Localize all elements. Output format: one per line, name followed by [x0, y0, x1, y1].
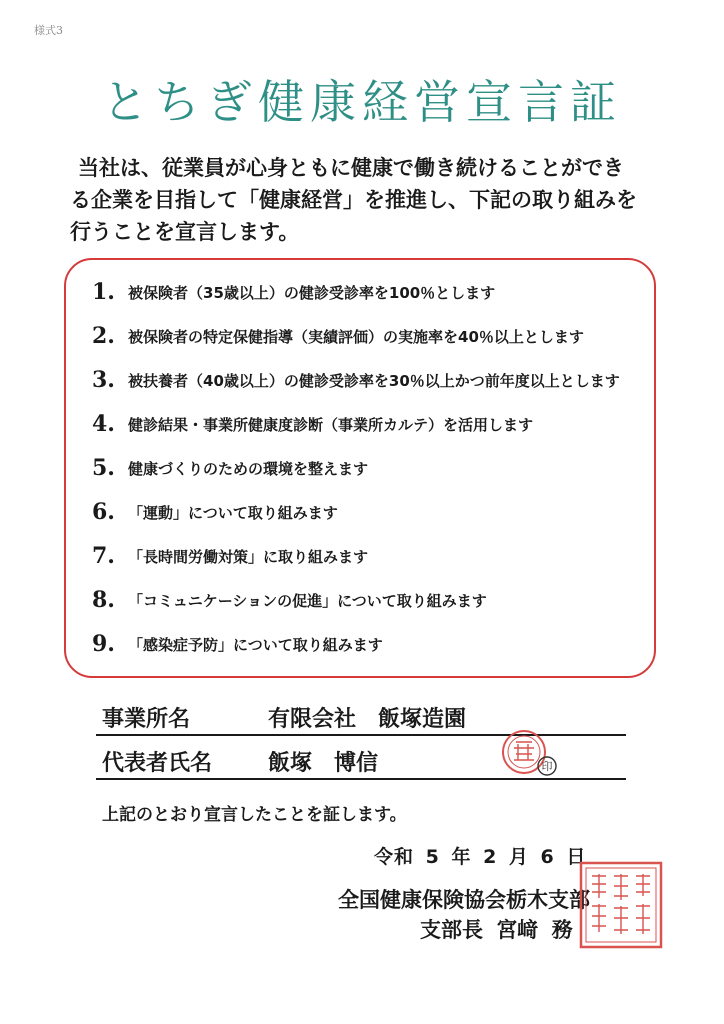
issuer-chief: 支部長 宮﨑 務	[420, 918, 573, 942]
intro-line: 行うことを宣言します。	[70, 220, 300, 244]
list-item	[92, 362, 620, 398]
list-item	[92, 318, 584, 354]
item-number: 4.	[92, 411, 115, 437]
seal-mark-text: 印	[541, 760, 553, 773]
item-number: 3.	[92, 367, 115, 393]
item-text: 被扶養者（40歳以上）の健診受診率を30％以上かつ前年度以上とします	[128, 371, 620, 390]
item-text: 「運動」について取り組みます	[128, 503, 338, 522]
item-text: 「感染症予防」について取り組みます	[128, 635, 383, 654]
representative-name: 飯塚 博信	[268, 751, 379, 776]
intro-line: る企業を目指して「健康経営」を推進し、下記の取り組みを	[70, 188, 637, 212]
item-number: 8.	[92, 587, 115, 613]
representative-label: 代表者氏名	[102, 751, 213, 776]
item-text: 被保険者の特定保健指導（実績評価）の実施率を40％以上とします	[128, 327, 584, 346]
item-text: 「長時間労働対策」に取り組みます	[128, 547, 369, 566]
company-label: 事業所名	[102, 707, 191, 732]
item-number: 7.	[92, 543, 115, 569]
list-item	[92, 582, 487, 618]
item-number: 2.	[92, 323, 115, 349]
commitment-list	[64, 258, 656, 678]
document-title: とちぎ健康経営宣言証	[102, 75, 622, 129]
list-item	[92, 450, 368, 486]
issuer-organization: 全国健康保険協会栃木支部	[338, 888, 590, 912]
company-name: 有限会社 飯塚造園	[268, 707, 467, 732]
official-seal-icon	[578, 860, 664, 950]
item-text: 被保険者（35歳以上）の健診受診率を100％とします	[128, 283, 496, 302]
intro-paragraph	[70, 152, 660, 248]
item-number: 1.	[92, 279, 115, 305]
item-text: 健康づくりのための環境を整えます	[128, 459, 369, 478]
item-number: 9.	[92, 631, 115, 657]
intro-line: 当社は、従業員が心身ともに健康で働き続けることができ	[78, 156, 624, 180]
list-item	[92, 494, 338, 530]
list-item	[92, 538, 368, 574]
item-number: 6.	[92, 499, 115, 525]
item-number: 5.	[92, 455, 115, 481]
list-item	[92, 626, 383, 662]
list-item	[92, 406, 533, 442]
item-text: 健診結果・事業所健康度診断（事業所カルテ）を活用します	[128, 415, 534, 434]
item-text: 「コミュニケーションの促進」について取り組みます	[128, 591, 487, 610]
list-item	[92, 274, 495, 310]
issue-date: 令和 5 年 2 月 6 日	[374, 846, 587, 868]
form-tag: 様式3	[34, 24, 63, 37]
certification-text: 上記のとおり宣言したことを証します。	[102, 805, 407, 825]
company-seal-icon	[500, 722, 562, 784]
